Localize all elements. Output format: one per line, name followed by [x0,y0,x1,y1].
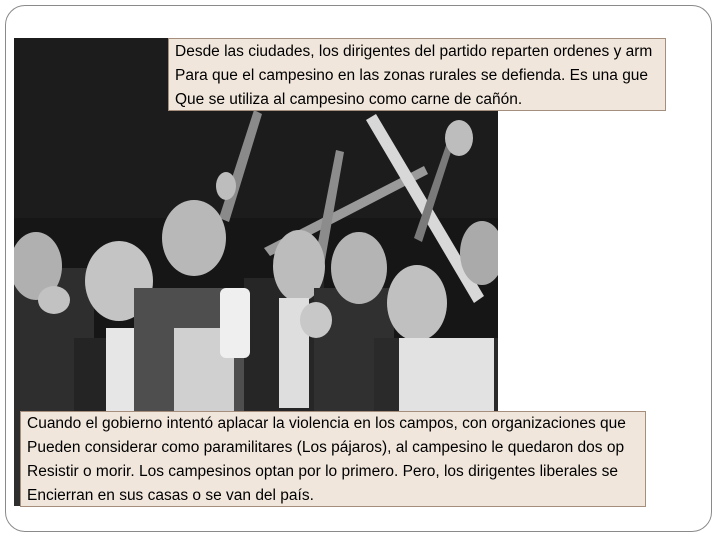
bottom-caption-line-2: Pueden considerar como paramilitares (Los pájaros), al campesino le quedaron dos op [27,439,625,456]
top-caption-box [168,38,666,111]
bottom-caption-line-3: Resistir o morir. Los campesinos optan por lo primero. Pero, los dirigentes liberales se [27,463,618,480]
bottom-caption-box [20,411,646,507]
top-caption-line-3: Que se utiliza al campesino como carne de cañón. [175,91,523,108]
top-caption-line-1: Desde las ciudades, los dirigentes del partido reparten ordenes y arm [175,43,653,60]
top-caption-line-2: Para que el campesino en las zonas rurales se defienda. Es una gue [175,67,649,84]
bottom-caption-line-4: Encierran en sus casas o se van del país. [27,487,314,504]
bottom-caption-line-1: Cuando el gobierno intentó aplacar la violencia en los campos, con organizaciones que [27,415,626,432]
